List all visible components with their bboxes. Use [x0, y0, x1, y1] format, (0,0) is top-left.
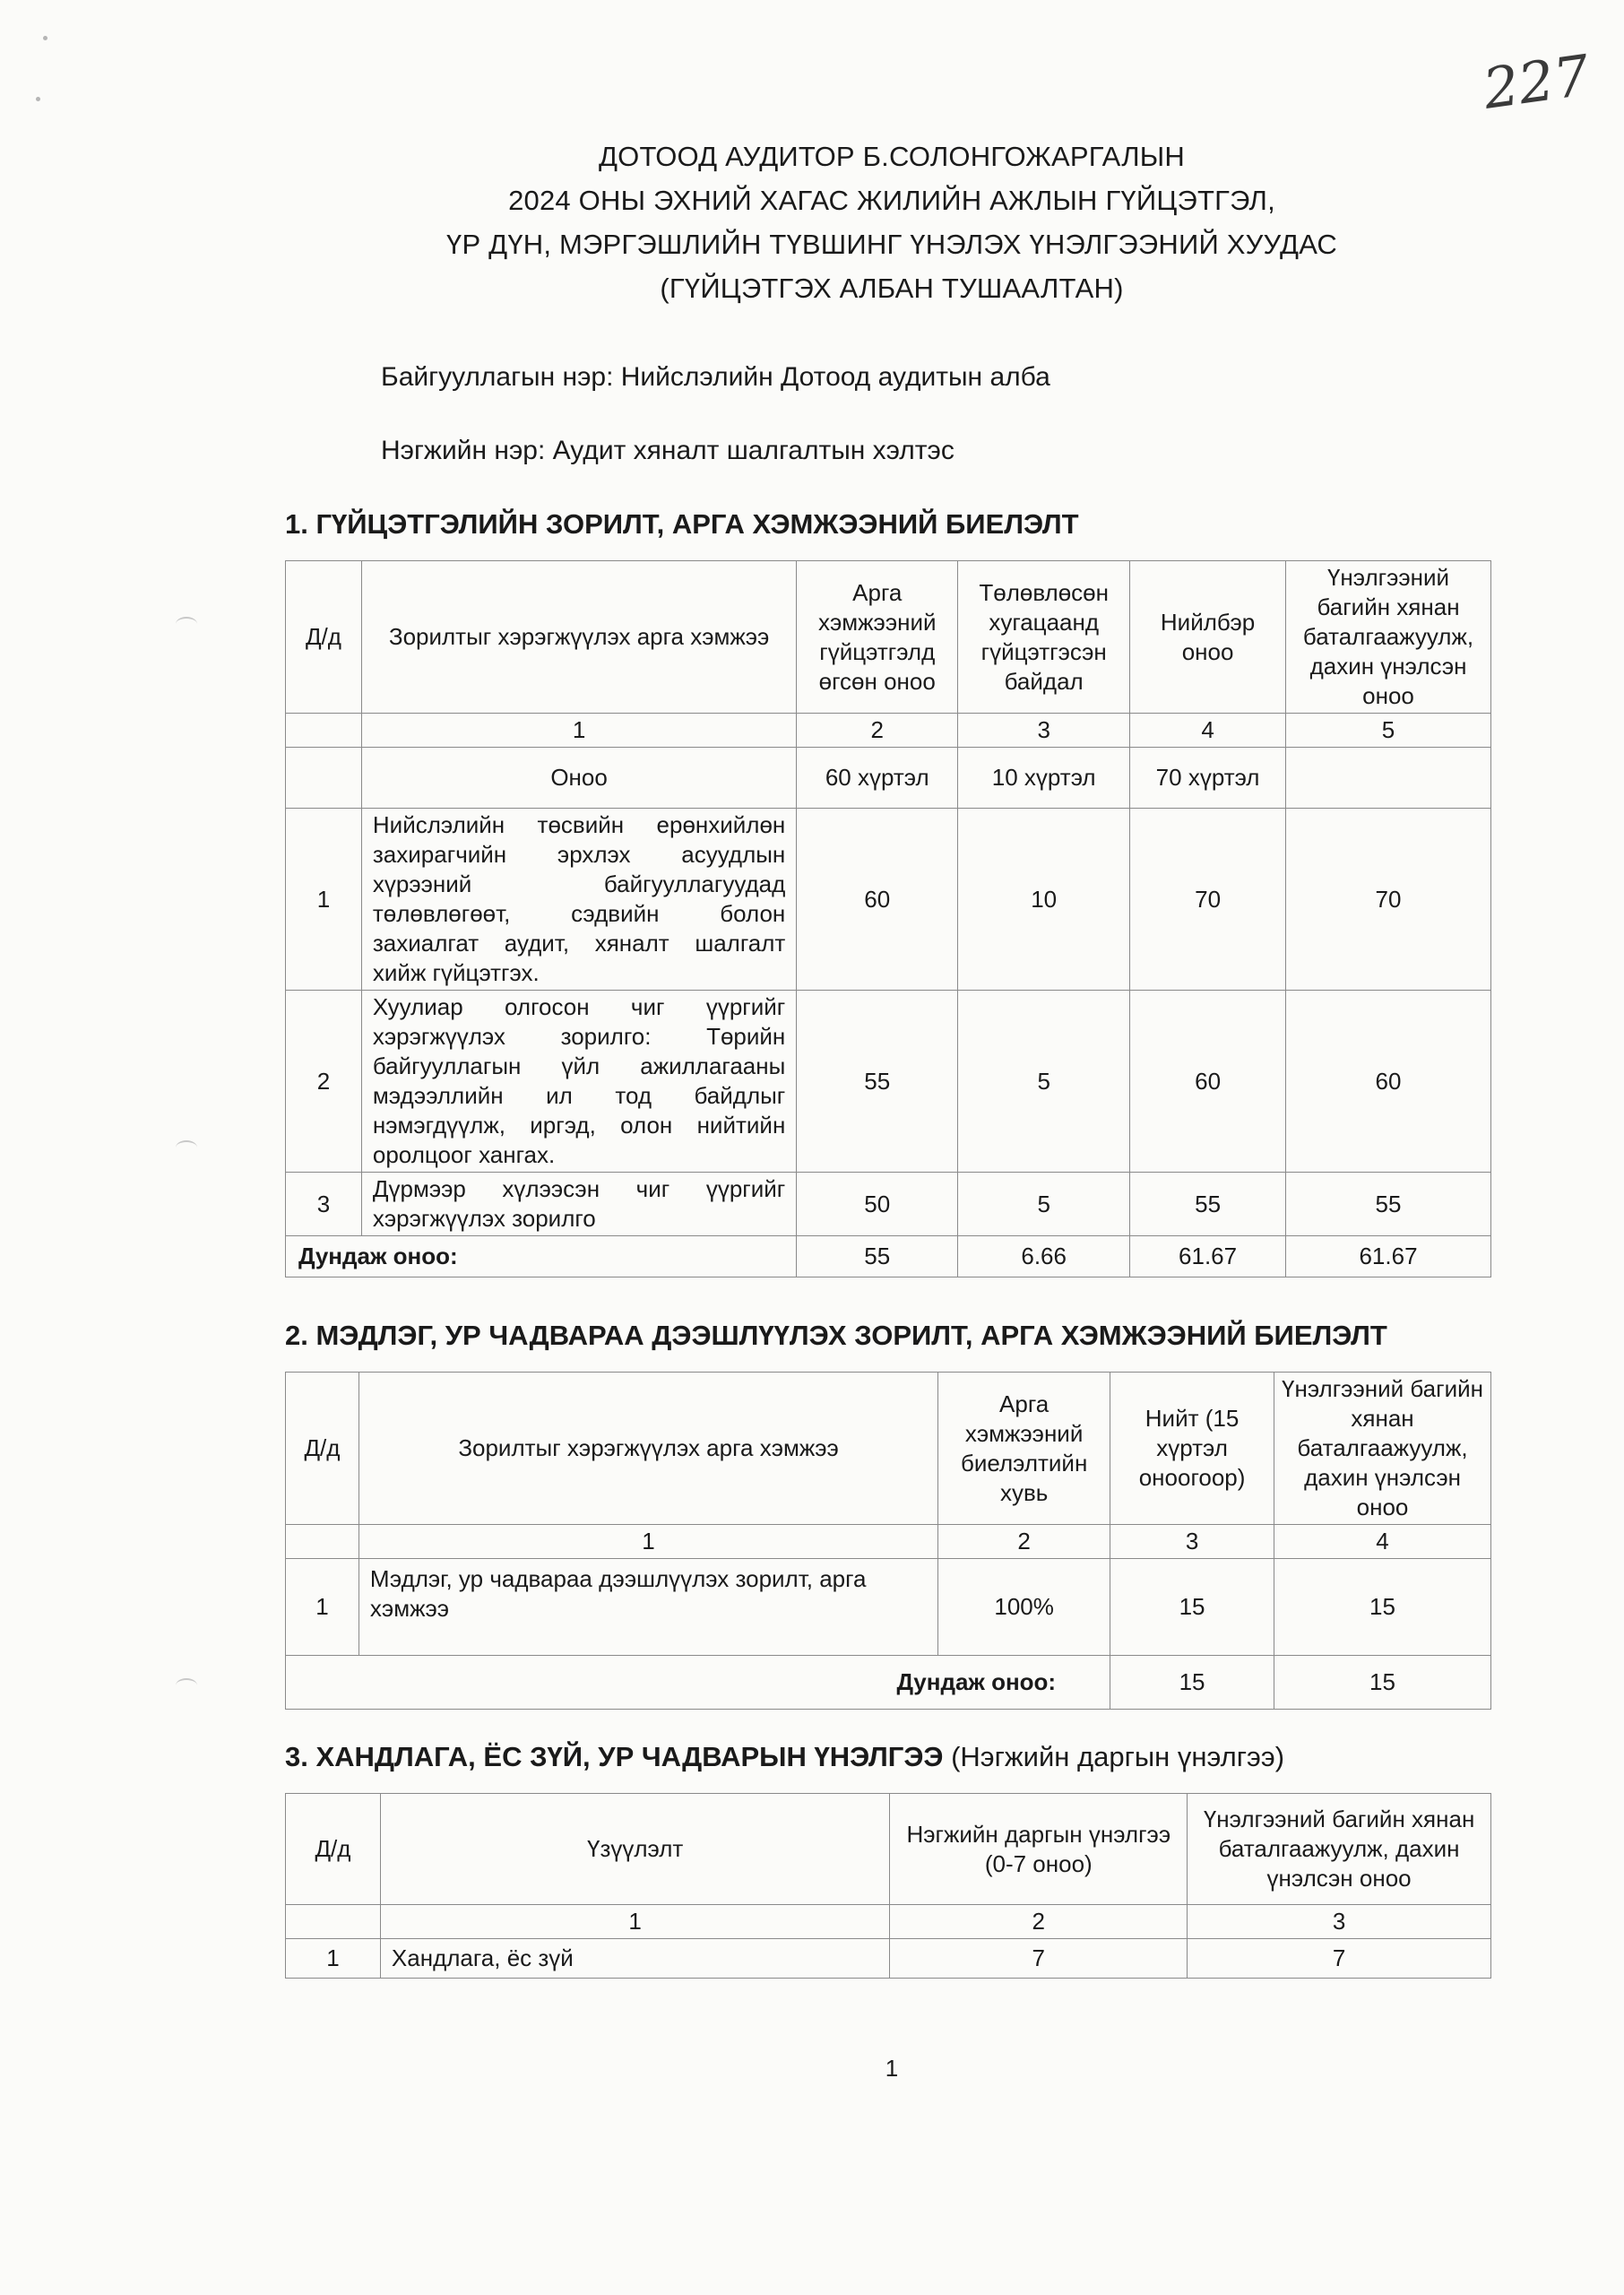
empty-cell — [286, 1905, 381, 1939]
scan-speck — [43, 36, 48, 40]
title-line-4: (ГҮЙЦЭТГЭХ АЛБАН ТУШААЛТАН) — [660, 273, 1124, 304]
header-score: Арга хэмжээний гүйцэтгэлд өгсөн оноо — [797, 561, 958, 714]
header-percent: Арга хэмжээний биелэлтийн хувь — [938, 1373, 1110, 1525]
col-number: 2 — [797, 714, 958, 748]
row-score: 60 — [797, 809, 958, 991]
row-percent: 100% — [938, 1559, 1110, 1656]
row-no: 3 — [286, 1173, 362, 1236]
punch-hole-mark — [176, 1140, 197, 1155]
points-max-score: 60 хүртэл — [797, 748, 958, 809]
empty-cell — [286, 1525, 359, 1559]
row-desc: Нийслэлийн төсвийн ерөнхийлөн захирагчийн эрхлэх асуудлын хүрээний байгууллагуудад төлөвлөгөөт, сэдвийн болон захиалгат аудит, хяналт шалгалт хийж гүйцэтгэх. — [361, 809, 796, 991]
row-total: 55 — [1130, 1173, 1286, 1236]
empty-cell — [286, 714, 362, 748]
header-timeliness: Төлөвлөсөн хугацаанд гүйцэтгэсэн байдал — [958, 561, 1130, 714]
row-desc: Дүрмээр хүлээсэн чиг үүргийг хэрэгжүүлэх зорилго — [361, 1173, 796, 1236]
section-2-title: 2. МЭДЛЭГ, УР ЧАДВАРАА ДЭЭШЛҮҮЛЭХ ЗОРИЛТ, АРГА ХЭМЖЭЭНИЙ БИЕЛЭЛТ — [285, 1320, 1387, 1351]
punch-hole-mark — [176, 1678, 197, 1693]
average-row — [286, 1656, 1491, 1710]
average-team: 61.67 — [1286, 1236, 1491, 1277]
row-team: 60 — [1286, 991, 1491, 1173]
col-number: 2 — [938, 1525, 1110, 1559]
document-title — [0, 134, 1624, 310]
row-score: 50 — [797, 1173, 958, 1236]
section-1-table — [285, 560, 1491, 1277]
row-time: 5 — [958, 1173, 1130, 1236]
header-team: Үнэлгээний багийн хянан баталгаажуулж, дахин үнэлсэн оноо — [1274, 1373, 1491, 1525]
organization-name: Байгууллагын нэр: Нийслэлийн Дотоод аудитын алба — [381, 362, 1050, 392]
header-team: Үнэлгээний багийн хянан баталгаажуулж, дахин үнэлсэн оноо — [1286, 561, 1491, 714]
points-max-time: 10 хүртэл — [958, 748, 1130, 809]
row-total: 60 — [1130, 991, 1286, 1173]
unit-name: Нэгжийн нэр: Аудит хяналт шалгалтын хэлтэс — [381, 436, 955, 465]
row-total: 15 — [1110, 1559, 1274, 1656]
col-number: 2 — [890, 1905, 1188, 1939]
average-total: 61.67 — [1130, 1236, 1286, 1277]
average-row — [286, 1236, 1491, 1277]
section-1-title: 1. ГҮЙЦЭТГЭЛИЙН ЗОРИЛТ, АРГА ХЭМЖЭЭНИЙ БИЕЛЭЛТ — [285, 508, 1079, 540]
table-row — [286, 1939, 1491, 1979]
punch-hole-mark — [176, 617, 197, 631]
row-total: 70 — [1130, 809, 1286, 991]
column-number-row — [286, 1525, 1491, 1559]
col-number: 3 — [1110, 1525, 1274, 1559]
points-row — [286, 748, 1491, 809]
row-desc: Мэдлэг, ур чадвараа дээшлүүлэх зорилт, арга хэмжээ — [358, 1559, 937, 1656]
empty-cell — [286, 748, 362, 809]
table-header-row — [286, 1373, 1491, 1525]
column-number-row — [286, 714, 1491, 748]
row-no: 1 — [286, 1939, 381, 1979]
col-number: 1 — [380, 1905, 889, 1939]
row-team: 55 — [1286, 1173, 1491, 1236]
section-3-title — [285, 1741, 1284, 1773]
title-line-1: ДОТООД АУДИТОР Б.СОЛОНГОЖАРГАЛЫН — [598, 141, 1185, 172]
header-total: Нийт (15 хүртэл оноогоор) — [1110, 1373, 1274, 1525]
row-no: 2 — [286, 991, 362, 1173]
col-number: 1 — [358, 1525, 937, 1559]
header-measure: Зорилтыг хэрэгжүүлэх арга хэмжээ — [358, 1373, 937, 1525]
row-team: 70 — [1286, 809, 1491, 991]
row-time: 5 — [958, 991, 1130, 1173]
points-max-total: 70 хүртэл — [1130, 748, 1286, 809]
col-number: 1 — [361, 714, 796, 748]
row-score: 55 — [797, 991, 958, 1173]
row-time: 10 — [958, 809, 1130, 991]
average-time: 6.66 — [958, 1236, 1130, 1277]
points-label: Оноо — [361, 748, 796, 809]
section-3-title-note: (Нэгжийн даргын үнэлгээ) — [951, 1741, 1285, 1772]
table-row — [286, 809, 1491, 991]
table-header-row — [286, 1794, 1491, 1905]
header-no: Д/д — [286, 561, 362, 714]
row-team: 7 — [1188, 1939, 1491, 1979]
average-score: 55 — [797, 1236, 958, 1277]
section-2-table — [285, 1372, 1491, 1710]
row-desc: Хуулиар олгосон чиг үүргийг хэрэгжүүлэх зорилго: Төрийн байгууллагын үйл ажиллагааны мэдээллийн ил тод байдлыг нэмэгдүүлж, иргэд, олон нийтийн оролцоог хангах. — [361, 991, 796, 1173]
table-row — [286, 1173, 1491, 1236]
header-head-score: Нэгжийн даргын үнэлгээ (0-7 оноо) — [890, 1794, 1188, 1905]
scan-speck — [36, 97, 40, 101]
average-label: Дундаж оноо: — [286, 1236, 797, 1277]
header-team: Үнэлгээний багийн хянан баталгаажуулж, дахин үнэлсэн оноо — [1188, 1794, 1491, 1905]
table-header-row — [286, 561, 1491, 714]
col-number: 3 — [1188, 1905, 1491, 1939]
row-team: 15 — [1274, 1559, 1491, 1656]
section-3-title-text: 3. ХАНДЛАГА, ЁС ЗҮЙ, УР ЧАДВАРЫН ҮНЭЛГЭЭ — [285, 1741, 944, 1772]
column-number-row — [286, 1905, 1491, 1939]
average-label: Дундаж оноо: — [286, 1656, 1110, 1710]
row-desc: Хандлага, ёс зүй — [380, 1939, 889, 1979]
average-total: 15 — [1110, 1656, 1274, 1710]
average-team: 15 — [1274, 1656, 1491, 1710]
header-no: Д/д — [286, 1373, 359, 1525]
page-number: 1 — [885, 2055, 899, 2082]
header-no: Д/д — [286, 1794, 381, 1905]
row-head-score: 7 — [890, 1939, 1188, 1979]
header-measure: Зорилтыг хэрэгжүүлэх арга хэмжээ — [361, 561, 796, 714]
table-row — [286, 1559, 1491, 1656]
table-row — [286, 991, 1491, 1173]
header-total: Нийлбэр оноо — [1130, 561, 1286, 714]
col-number: 3 — [958, 714, 1130, 748]
col-number: 5 — [1286, 714, 1491, 748]
col-number: 4 — [1130, 714, 1286, 748]
row-no: 1 — [286, 1559, 359, 1656]
title-line-3: ҮР ДҮН, МЭРГЭШЛИЙН ТҮВШИНГ ҮНЭЛЭХ ҮНЭЛГЭЭНИЙ ХУУДАС — [446, 229, 1337, 260]
title-line-2: 2024 ОНЫ ЭХНИЙ ХАГАС ЖИЛИЙН АЖЛЫН ГҮЙЦЭТГЭЛ, — [508, 185, 1275, 216]
row-no: 1 — [286, 809, 362, 991]
section-3-table — [285, 1793, 1491, 1979]
header-indicator: Үзүүлэлт — [380, 1794, 889, 1905]
col-number: 4 — [1274, 1525, 1491, 1559]
handwritten-page-number: 227 — [1479, 42, 1594, 122]
points-max-team — [1286, 748, 1491, 809]
